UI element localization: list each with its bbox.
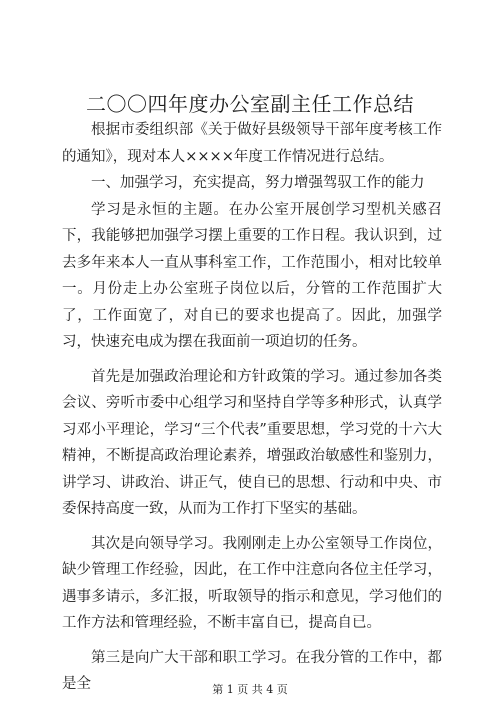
paragraph-first: 首先是加强政治理论和方针政策的学习。通过参加各类会议、旁听市委中心组学习和坚持自学等多种形式，认真学习邓小平理论，学习“三个代表”重要思想，学习党的十六大精神，不断提高政治理论素养，增强政治敏感性和鉴别力，讲学习、讲政治、讲正气，使自已的思想、行动和中央、市委保持高度一致，从而为工作打下坚实的基础。: [62, 368, 442, 517]
paragraph-intro: 根据市委组织部《关于做好县级领导干部年度考核工作的通知》，现对本人××××年度工作情况进行总结。: [62, 122, 442, 165]
document-body: [62, 117, 442, 698]
paragraph-learning: 学习是永恒的主题。在办公室开展创学习型机关感召下，我能够把加强学习摆上重要的工作日程。我认识到，过去多年来本人一直从事科室工作，工作范围小，相对比较单一。月份走上办公室班子岗位以后，分管的工作范围扩大了，工作面宽了，对自已的要求也提高了。因此，加强学习，快速充电成为摆在我面前一项迫切的任务。: [62, 201, 442, 350]
paragraph-second: 其次是向领导学习。我刚刚走上办公室领导工作岗位，缺少管理工作经验，因此，在工作中注意向各位主任学习，遇事多请示，多汇报，听取领导的指示和意见，学习他们的工作方法和管理经验，不断丰富自已，提高自已。: [62, 535, 442, 631]
paragraph-third: 第三是向广大干部和职工学习。在我分管的工作中，都是全: [62, 649, 442, 692]
page-number: 第 1 页 共 4 页: [212, 683, 288, 696]
section-heading-1: 一、加强学习，充实提高，努力增强驾驭工作的能力: [91, 175, 425, 191]
document-title: 二〇〇四年度办公室副主任工作总结: [86, 92, 414, 116]
